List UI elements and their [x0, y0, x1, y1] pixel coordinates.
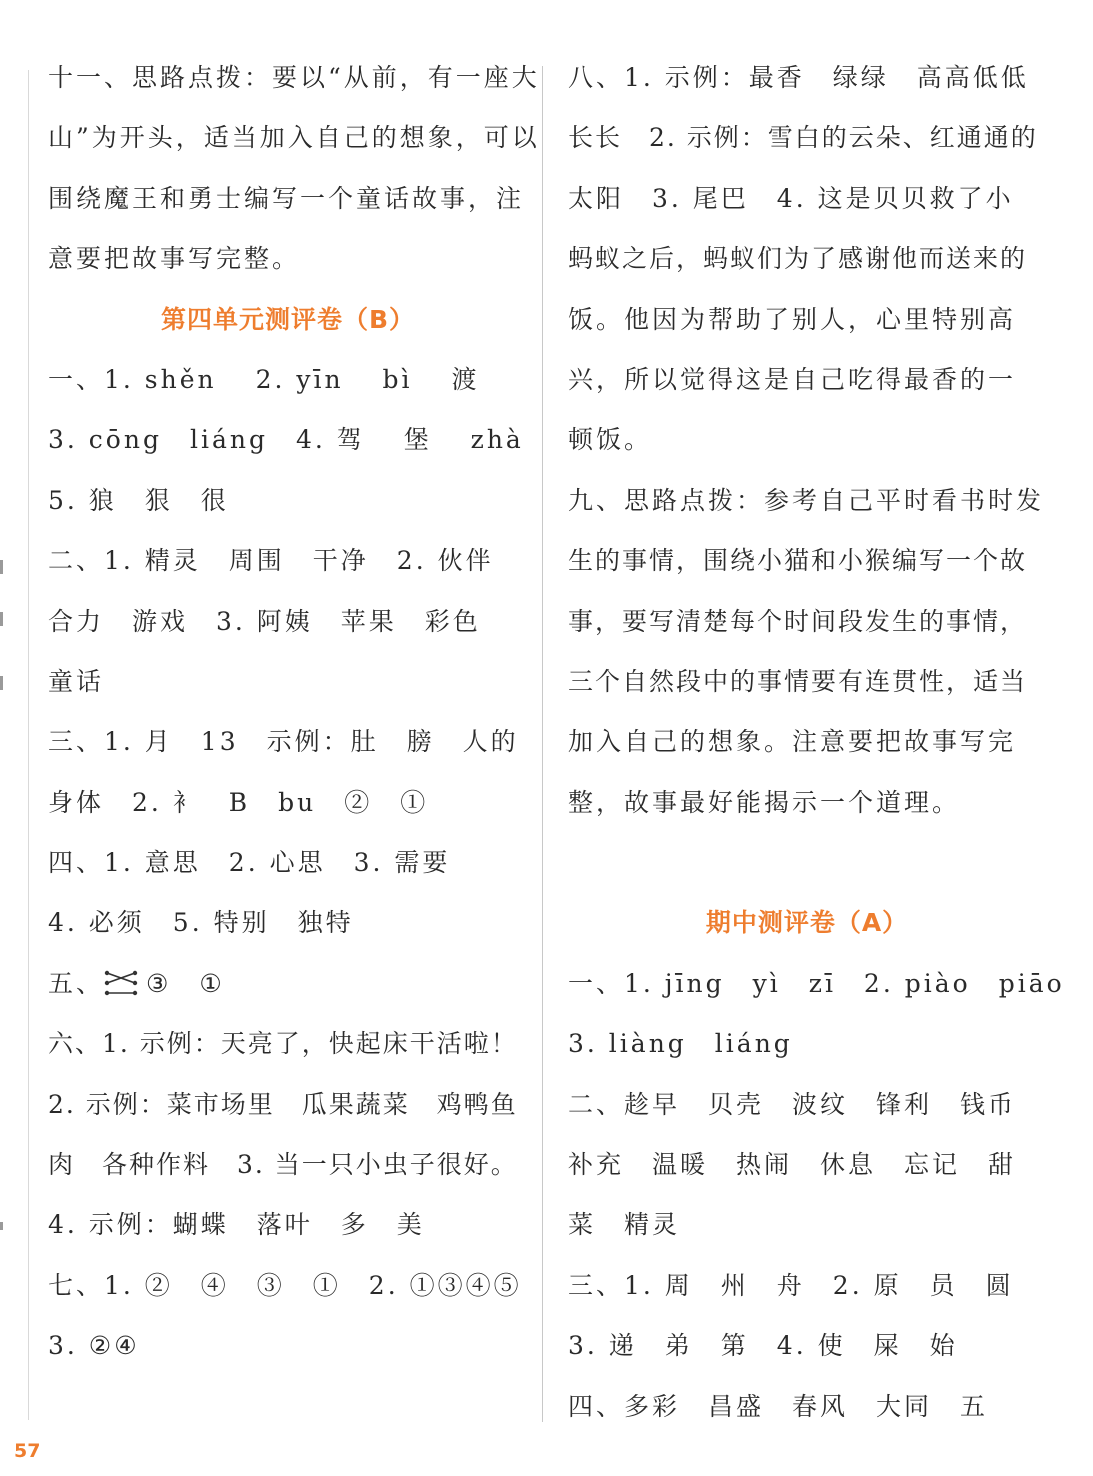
answer-line: 身体 2. 衤 B bu ② ① [48, 787, 429, 817]
answer-line: 蚂蚁之后，蚂蚁们为了感谢他而送来的 [568, 244, 1028, 274]
answer-line: 二、趁早 贝壳 波纹 锋利 钱币 [568, 1089, 1017, 1119]
page-number: 57 [14, 1440, 41, 1462]
section-heading-midterm-a: 期中测评卷（A） [705, 908, 909, 938]
answer-line: 2. 示例：菜市场里 瓜果蔬菜 鸡鸭鱼 [48, 1089, 518, 1119]
answer-line: 四、多彩 昌盛 春风 大同 五 [568, 1391, 989, 1421]
section-heading-unit4-b: 第四单元测评卷（B） [160, 304, 416, 334]
answer-line: 饭。他因为帮助了别人，心里特别高 [568, 304, 1017, 334]
answer-line: 加入自己的想象。注意要把故事写完 [568, 727, 1017, 757]
answer-line: 四、1. 意思 2. 心思 3. 需要 [48, 848, 451, 878]
answer-line: 4. 示例：蝴蝶 落叶 多 美 [48, 1210, 425, 1240]
answer-line: 4. 必须 5. 特别 独特 [48, 908, 354, 938]
answer-line: 三、1. 周 州 舟 2. 原 员 圆 [568, 1270, 1014, 1300]
binding-mark [0, 676, 3, 690]
answer-line: 整，故事最好能揭示一个道理。 [568, 787, 961, 817]
answer-prefix: 五、 [48, 968, 105, 998]
answer-line: 九、思路点拨：参考自己平时看书时发 [568, 485, 1045, 515]
answer-line: 补充 温暖 热闹 休息 忘记 甜 [568, 1150, 1017, 1180]
binding-mark [0, 1222, 3, 1230]
answer-line: 5. 狼 狠 很 [48, 485, 229, 515]
spacer [568, 833, 1046, 893]
answer-line: 3. liàng liáng [568, 1029, 793, 1059]
answer-line: 七、1. ② ④ ③ ① 2. ①③④⑤ [48, 1270, 522, 1300]
answer-line: 十一、思路点拨：要以“从前，有一座大 [48, 63, 540, 92]
answer-line: 兴，所以觉得这是自己吃得最香的一 [568, 364, 1017, 394]
answer-line: 意要把故事写完整。 [48, 244, 301, 274]
answer-line: 一、1. shěn 2. yīn bì 渡 [48, 364, 480, 394]
answer-line: 山”为开头，适当加入自己的想象，可以 [48, 123, 540, 153]
answer-line: 一、1. jīng yì zī 2. piào piāo [568, 968, 1065, 998]
answer-line: 三个自然段中的事情要有连贯性，适当 [568, 666, 1028, 696]
answer-line: 肉 各种作料 3. 当一只小虫子很好。 [48, 1150, 518, 1180]
binding-mark [0, 612, 3, 626]
answer-line: 菜 精灵 [568, 1210, 681, 1240]
answer-line: 3. ②④ [48, 1331, 140, 1361]
answer-line: 三、1. 月 13 示例：肚 膀 人的 [48, 727, 519, 757]
matching-lines-icon [104, 968, 138, 998]
answer-line: 长长 2. 示例：雪白的云朵、红通通的 [568, 123, 1038, 153]
binding-mark [0, 560, 3, 574]
gutter-line [28, 70, 29, 1420]
answer-line: 生的事情，围绕小猫和小猴编写一个故 [568, 546, 1028, 576]
answer-line: 围绕魔王和勇士编写一个童话故事，注 [48, 183, 525, 213]
left-column [48, 48, 540, 1377]
answer-line: 事，要写清楚每个时间段发生的事情， [568, 606, 1028, 636]
answer-rest: ③ ① [146, 968, 225, 998]
answer-line-matching [48, 954, 528, 1014]
right-column [568, 48, 1065, 1437]
answer-line: 顿饭。 [568, 425, 653, 455]
answer-line: 3. 递 弟 第 4. 使 屎 始 [568, 1331, 958, 1361]
answer-line: 八、1. 示例：最香 绿绿 高高低低 [568, 63, 1029, 92]
column-divider [542, 66, 543, 1422]
answer-line: 童话 [48, 666, 105, 696]
answer-line: 合力 游戏 3. 阿姨 苹果 彩色 [48, 606, 481, 636]
answer-line: 3. cōng liáng 4. 驾 堡 zhà [48, 425, 524, 455]
answer-line: 太阳 3. 尾巴 4. 这是贝贝救了小 [568, 183, 1014, 213]
answer-line: 二、1. 精灵 周围 干净 2. 伙伴 [48, 546, 494, 576]
answer-line: 六、1. 示例：天亮了，快起床干活啦！ [48, 1029, 518, 1059]
